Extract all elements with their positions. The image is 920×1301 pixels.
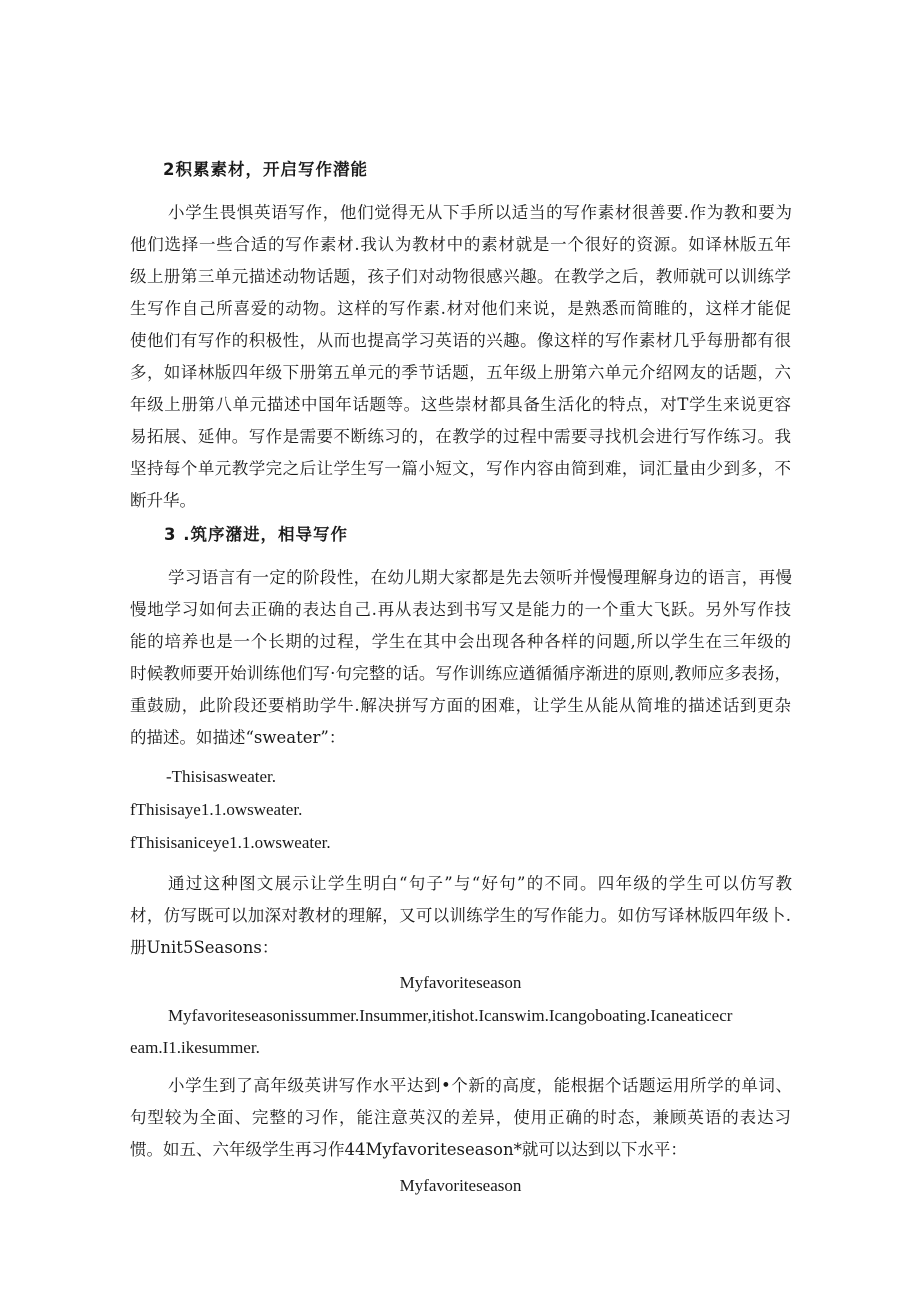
- essay-title: Myfavoriteseason: [399, 1176, 522, 1195]
- section-3-paragraph-line: 小学生到了高年级英讲写作水平达到•个新的高度，能根据个话题运用所学的单词、: [168, 1076, 792, 1095]
- section-3-paragraph-line: 慢地学习如何去正确的表达自己.再从表达到书写又是能力的一个重大飞跃。另外写作技: [130, 600, 791, 619]
- essay-line: eam.I1.ikesummer.: [130, 1038, 260, 1057]
- section-3-paragraph-line: 学习语言有一定的阶段性，在幼儿期大家都是先去领听并慢慢理解身边的语言，再慢: [168, 568, 792, 587]
- section-2-paragraph-line: 小学生畏惧英语写作，他们觉得无从下手所以适当的写作素材很善要.作为教和要为: [168, 203, 792, 222]
- section-2-heading: 2积累素材，开启写作潜能: [163, 160, 368, 179]
- example-sentence: fThisisaye1.1.owsweater.: [130, 800, 303, 819]
- section-2-paragraph-line: 多，如译林版四年级下册第五单元的季节话题，五年级上册第六单元介绍网友的话题，六: [130, 363, 791, 382]
- section-3-paragraph-line: 册Unit5Seasons：: [130, 938, 279, 957]
- example-sentence: -Thisisasweater.: [166, 767, 276, 786]
- section-3-paragraph-line: 能的培养也是一个长期的过程，学生在其中会出现各种各样的问题,所以学生在三年级的: [130, 632, 791, 651]
- section-3-paragraph-line: 通过这种图文展示让学生明白“句子”与“好句”的不同。四年级的学生可以仿写教: [168, 874, 792, 893]
- section-2-paragraph-line: 年级上册第八单元描述中国年话题等。这些崇材都具备生活化的特点，对T学生来说更容: [130, 395, 791, 414]
- section-2-paragraph-line: 生写作自己所喜爱的动物。这样的写作素.材对他们来说，是熟悉而简睢的，这样才能促: [130, 299, 791, 318]
- essay-title: Myfavoriteseason: [399, 973, 522, 992]
- section-3-heading: 3 .筑序潴进，相导写作: [164, 525, 348, 544]
- section-2-paragraph-line: 坚持每个单元教学完之后让学生写一篇小短文，写作内容由简到难，词汇量由少到多，不: [130, 459, 791, 478]
- section-2-paragraph-line: 级上册第三单元描述动物话题，孩子们对动物很感兴趣。在教学之后，教师就可以训练学: [130, 267, 791, 286]
- section-3-paragraph-line: 材，仿写既可以加深对教材的理解，又可以训练学生的写作能力。如仿写译林版四年级卜.: [130, 906, 791, 925]
- section-3-paragraph-line: 重鼓励，此阶段还要梢助学牛.解决拼写方面的困难，让学生从能从简堆的描述话到更杂: [130, 696, 791, 715]
- section-2-paragraph-line: 使他们有写作的积极性，从而也提高学习英语的兴趣。像这样的写作素材几乎每册都有很: [130, 331, 791, 350]
- essay-line: Myfavoriteseasonissummer.Insummer,itishot.Icanswim.Icangoboating.Icaneaticecr: [168, 1006, 733, 1025]
- section-2-paragraph-line: 易拓展、延伸。写作是需要不断练习的，在教学的过程中需要寻找机会进行写作练习。我: [130, 427, 791, 446]
- example-sentence: fThisisaniceye1.1.owsweater.: [130, 833, 331, 852]
- section-3-paragraph-line: 时候教师要开始训练他们写·句完整的话。写作训练应遒循循序渐进的原则,教师应多表扬，: [130, 664, 791, 683]
- section-3-paragraph-line: 的描述。如描述“sweater”：: [130, 728, 346, 747]
- section-3-paragraph-line: 惯。如五、六年级学生再习作44Myfavoriteseason*就可以达到以下水平：: [130, 1140, 687, 1159]
- section-2-paragraph-line: 他们选择一些合适的写作素材.我认为教材中的素材就是一个很好的资源。如译林版五年: [130, 235, 791, 254]
- section-2-paragraph-line: 断升华。: [130, 491, 196, 510]
- section-3-paragraph-line: 句型较为全面、完整的习作，能注意英汉的差异，使用正确的时态，兼顾英语的表达习: [130, 1108, 791, 1127]
